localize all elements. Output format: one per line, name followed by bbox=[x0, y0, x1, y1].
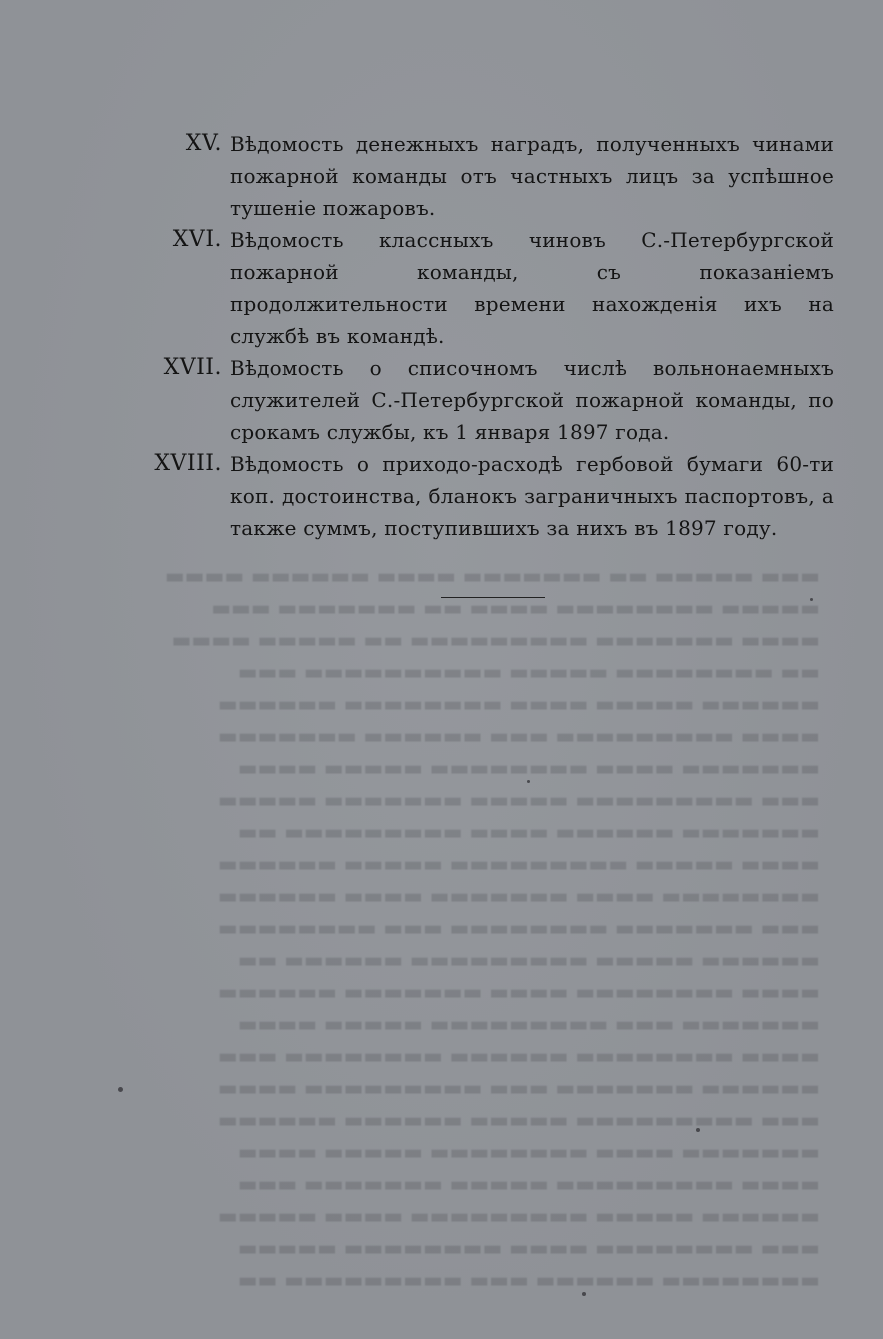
list-item bbox=[150, 224, 834, 352]
item-text: Вѣдомость денежныхъ наградъ, полученныхъ чинами пожарной команды отъ частныхъ лицъ за успѣшное тушеніе пожаровъ. bbox=[230, 132, 834, 220]
print-speck bbox=[527, 780, 530, 783]
item-number: XVII. bbox=[163, 355, 222, 380]
list-item bbox=[150, 128, 834, 224]
item-text: Вѣдомость классныхъ чиновъ С.-Петербургской пожарной команды, съ показаніемъ продолжительности времени нахожденія ихъ на службѣ въ командѣ. bbox=[230, 228, 834, 348]
print-speck bbox=[696, 1128, 700, 1132]
list-item bbox=[150, 448, 834, 544]
item-number: XV. bbox=[185, 131, 222, 156]
print-speck bbox=[582, 1292, 586, 1296]
list-item bbox=[150, 352, 834, 448]
item-text: Вѣдомость о приходо-расходѣ гербовой бумаги 60-ти коп. достоинства, бланокъ заграничныхъ паспортовъ, а также суммъ, поступившихъ за нихъ въ 1897 году. bbox=[230, 452, 834, 540]
print-speck bbox=[810, 598, 813, 601]
section-divider bbox=[441, 597, 545, 598]
item-number: XVIII. bbox=[154, 451, 222, 476]
statement-list bbox=[150, 128, 834, 544]
bleed-through-text: ▬▬▬ ▬▬▬▬▬ ▬▬ ▬▬▬▬▬▬▬ ▬▬▬▬ ▬▬▬▬▬▬ ▬▬▬▬ ▬▬▬▬▬ ▬▬▬▬▬▬▬▬ ▬▬▬▬ ▬▬ ▬▬▬▬▬▬▬ ▬▬▬ ▬▬▬▬ ▬▬▬▬▬▬▬ ▬▬▬▬▬▬▬▬▬ ▬▬ ▬▬▬▬▬ ▬▬▬▬ ▬▬ ▬▬▬▬▬▬▬▬ ▬▬▬▬▬ ▬▬▬▬▬▬▬▬▬▬ ▬▬▬ ▬▬▬▬▬▬ ▬▬▬▬▬ ▬▬▬▬ ▬▬▬▬▬▬▬▬ ▬▬▬▬▬▬ ▬▬▬▬ ▬▬▬▬▬▬▬▬▬ ▬▬▬ ▬▬▬▬▬▬ ▬▬▬▬▬▬▬ ▬▬▬▬▬▬▬ ▬▬▬▬ ▬▬▬▬▬▬▬▬ ▬▬▬▬▬ ▬▬▬▬ ▬▬▬ ▬▬▬▬▬▬▬▬▬ ▬▬▬▬▬ ▬▬▬▬▬▬▬ ▬▬▬▬▬ ▬▬▬▬▬▬▬ ▬▬▬▬▬▬ ▬▬▬▬ ▬▬▬▬▬▬▬▬▬ ▬▬ ▬▬▬▬ ▬▬▬▬▬ ▬▬▬▬▬▬▬▬▬ ▬▬▬▬▬ ▬▬▬▬▬▬ ▬▬▬▬▬▬▬▬ ▬▬▬▬ ▬▬▬▬▬▬▬ ▬▬▬▬ ▬▬▬▬▬▬ ▬▬▬ ▬▬▬▬▬▬▬ ▬▬▬▬▬▬▬▬ ▬▬▬ ▬▬▬▬▬▬▬▬ ▬▬▬▬▬▬ ▬▬▬▬▬ ▬▬▬▬▬▬▬▬▬ ▬▬▬▬▬▬ ▬▬ ▬▬▬▬ ▬▬▬▬▬▬▬▬ ▬▬▬▬ ▬▬▬▬▬▬▬ ▬▬▬▬▬▬ ▬▬▬▬▬▬▬ ▬▬▬ ▬▬▬▬▬▬▬▬▬ ▬▬▬▬▬ ▬▬▬▬ ▬▬▬▬ ▬▬▬▬▬▬▬▬ ▬▬▬▬▬▬ ▬▬▬▬▬▬▬▬ ▬▬▬ ▬▬▬▬▬▬ ▬▬▬▬▬▬▬ ▬▬▬ ▬▬▬▬▬▬▬▬▬ ▬▬▬▬ ▬▬▬ ▬▬▬▬▬▬▬▬▬ ▬▬▬▬▬ ▬▬▬▬▬▬ ▬▬▬▬▬▬ ▬▬▬▬▬▬▬ ▬▬▬▬ ▬▬▬▬▬▬▬▬ ▬▬▬▬▬ ▬▬▬▬ ▬▬▬▬ ▬▬▬▬▬▬▬▬▬ ▬▬▬▬▬ ▬▬▬▬▬▬▬ ▬▬▬ ▬▬▬▬▬▬ ▬▬▬▬▬ ▬▬▬▬▬▬▬▬▬ ▬▬▬▬ ▬▬▬▬▬ ▬▬▬ ▬▬▬▬▬▬▬▬ ▬▬▬▬ ▬▬▬▬▬▬▬▬ ▬▬▬▬▬ ▬▬▬▬▬▬▬▬ ▬▬▬▬▬▬ ▬▬▬ ▬▬▬▬▬▬▬▬▬ ▬▬ bbox=[164, 564, 820, 1292]
print-speck bbox=[118, 1087, 123, 1092]
item-number: XVI. bbox=[172, 227, 222, 252]
item-text: Вѣдомость о списочномъ числѣ вольнонаемныхъ служителей С.-Петербургской пожарной команды, по срокамъ службы, къ 1 января 1897 года. bbox=[230, 356, 834, 444]
